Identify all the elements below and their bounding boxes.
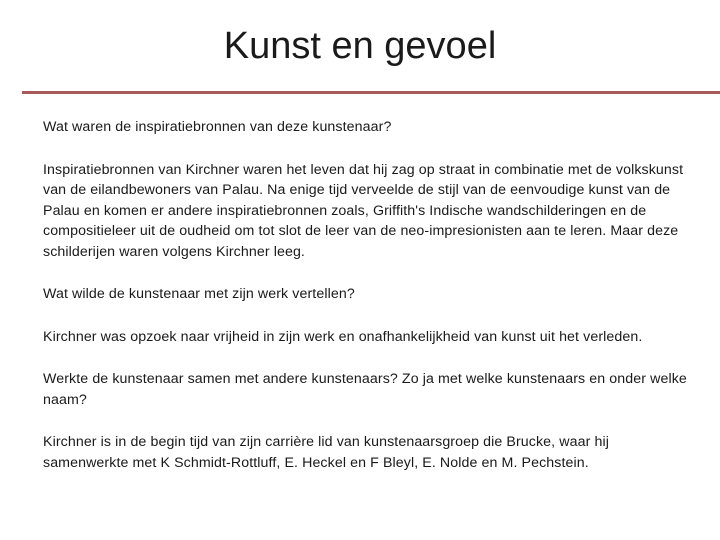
question-inspiration: Wat waren de inspiratiebronnen van deze kunstenaar? bbox=[43, 119, 392, 135]
question-collaboration: Werkte de kunstenaar samen met andere kunstenaars? Zo ja met welke kunstenaars en onder welke naam? bbox=[43, 371, 687, 408]
slide-title: Kunst en gevoel bbox=[223, 25, 497, 67]
slide-body bbox=[43, 117, 693, 495]
answer-inspiration: Inspiratiebronnen van Kirchner waren het leven dat hij zag op straat in combinatie met de volkskunst van de eilandbewoners van Palau. Na enige tijd verveelde de stijl van de eenvoudige kunst van de Palau en komen er andere inspiratiebronnen zoals, Griffith's Indische wandschilderingen en de compositieleer uit de oudheid om tot slot de leer van de neo-impresionisten aan te leren. Maar deze schilderijen waren volgens Kirchner leeg. bbox=[43, 161, 684, 260]
question-message: Wat wilde de kunstenaar met zijn werk vertellen? bbox=[43, 286, 355, 302]
title-divider bbox=[22, 91, 720, 94]
answer-message: Kirchner was opzoek naar vrijheid in zijn werk en onafhankelijkheid van kunst uit het verleden. bbox=[43, 328, 643, 345]
answer-collaboration: Kirchner is in de begin tijd van zijn carrière lid van kunstenaarsgroep die Brucke, waar hij samenwerkte met K Schmidt-Rottluff, E. Heckel en F Bleyl, E. Nolde en M. Pechstein. bbox=[43, 434, 609, 471]
